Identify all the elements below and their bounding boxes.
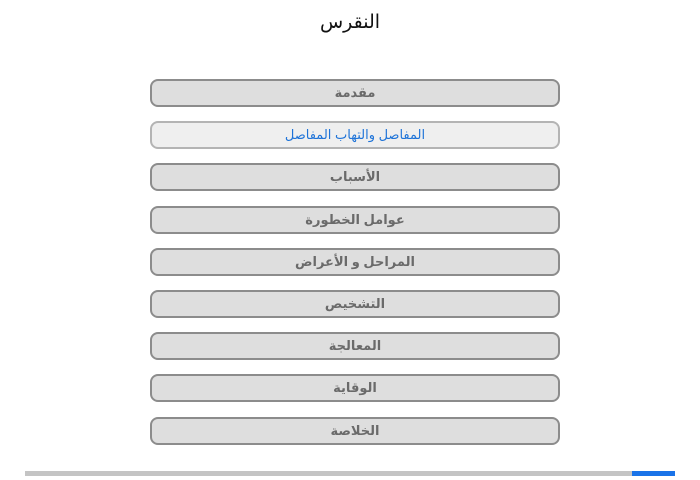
progress-bar-fill (632, 471, 675, 476)
menu-item-introduction[interactable]: مقدمة (150, 79, 560, 107)
menu-item-risk-factors[interactable]: عوامل الخطورة (150, 206, 560, 234)
menu-item-prevention[interactable]: الوقاية (150, 374, 560, 402)
menu-item-causes[interactable]: الأسباب (150, 163, 560, 191)
page-title: النقرس (319, 12, 381, 33)
topic-menu (150, 79, 560, 459)
progress-bar (25, 471, 675, 476)
menu-item-summary[interactable]: الخلاصة (150, 417, 560, 445)
menu-item-diagnosis[interactable]: التشخيص (150, 290, 560, 318)
menu-item-joints-arthritis[interactable]: المفاصل والتهاب المفاصل (150, 121, 560, 149)
menu-item-stages-symptoms[interactable]: المراحل و الأعراض (150, 248, 560, 276)
menu-item-treatment[interactable]: المعالجة (150, 332, 560, 360)
